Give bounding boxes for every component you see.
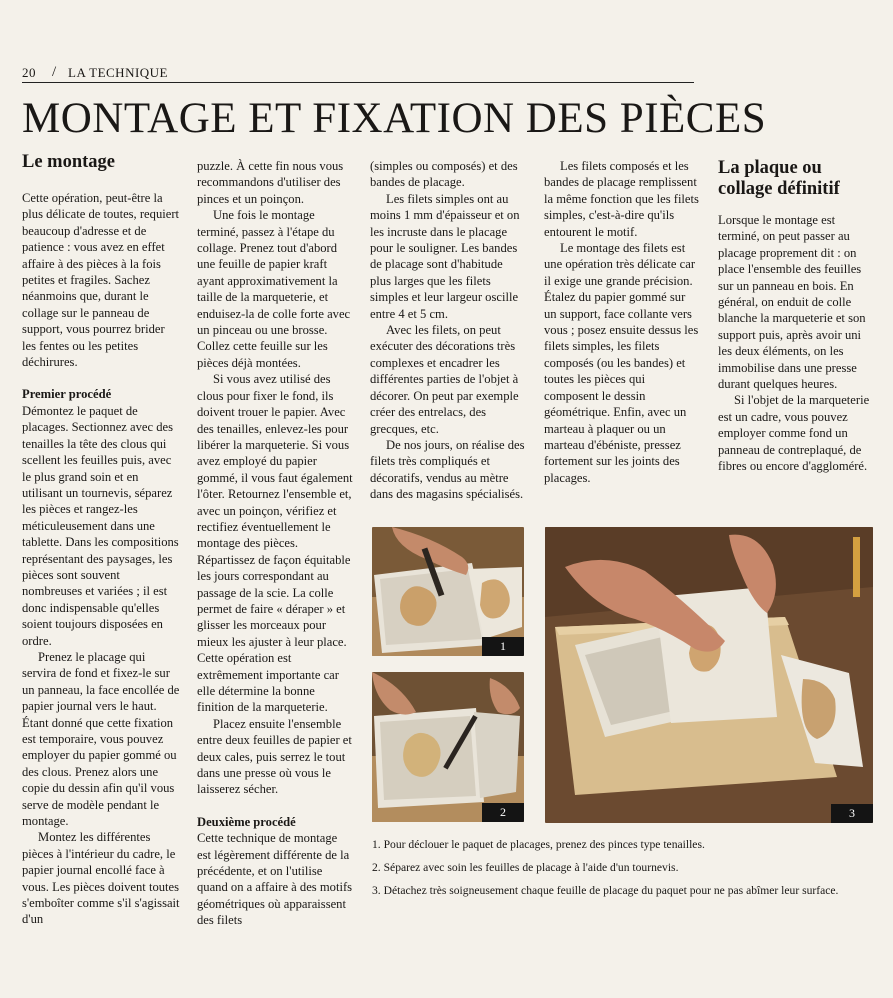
photo-2 <box>372 672 524 822</box>
paragraph: Démontez le paquet de placages. Sectionnez avec des tenailles la tête des clous qui scellent les feuilles puis, avec le plus grand soin et en utilisant un tournevis, séparez les pièces et rangez-les méticuleusement dans une tablette. Dans les compositions représentant des paysages, les pièces sont souvent nombreuses et variées ; il est donc indispensable qu'elles soient toujours disposées en ordre. <box>22 403 179 648</box>
column-4 <box>544 158 700 486</box>
paragraph: (simples ou composés) et des bandes de placage. <box>370 159 518 190</box>
subheading-deuxieme-procede: Deuxième procédé <box>197 814 296 829</box>
page-number: 20 <box>22 65 36 80</box>
column-1 <box>22 152 180 928</box>
page-title: MONTAGE ET FIXATION DES PIÈCES <box>22 95 767 142</box>
photo-3 <box>545 527 873 823</box>
paragraph: Si vous avez utilisé des clous pour fixer le fond, ils doivent trouer le papier. Avec des tenailles, enlevez-les pour libérer la marqueterie. Si vous avez employé du papier gommé, il vous faut également l'ôter. Retournez l'ensemble et, avec un poinçon, vérifiez et rectifiez éventuellement le montage des pièces. Répartissez de façon équitable les jours correspondant au passage de la scie. La colle permet de faire « déraper » et glisser les morceaux pour mieux les ajuster à leur place. Cette opération est extrêmement importante car elle détermine la bonne finition de la marqueterie. <box>197 372 353 715</box>
column-5 <box>718 158 870 475</box>
paragraph: Les filets composés et les bandes de placage remplissent la même fonction que les filets simples, c'est-à-dire qu'ils entourent le motif. <box>544 159 699 239</box>
paragraph: Placez ensuite l'ensemble entre deux feuilles de papier et deux cales, puis serrez le tout dans une presse où vous le laisserez sécher. <box>197 716 352 797</box>
photo-number-badge: 3 <box>831 804 873 823</box>
section-heading-plaque: La plaque ou collage définitif <box>718 158 840 199</box>
photo-1 <box>372 527 524 656</box>
paragraph: Montez les différentes pièces à l'intérieur du cadre, le papier journal encollé face à vous. Les pièces doivent toutes s'emboîter comme s'il s'agissait d'un <box>22 830 180 927</box>
paragraph: Prenez le placage qui servira de fond et fixez-le sur un panneau, la face encollée de papier journal vers le haut. Étant donné que cette fixation est temporaire, vous pouvez employer du papier gommé ou des clous. Prenez alors une copie du dessin afin qu'il vous serve de modèle pendant le montage. <box>22 649 180 829</box>
paragraph: Cette opération, peut-être la plus délicate de toutes, requiert beaucoup d'adresse et de patience : vous avez en effet affaire à des pièces à la fois petites et fragiles. Sachez néanmoins que, durant le collage sur le panneau de support, vous pourrez brider les fentes ou les petites déchirures. <box>22 191 180 370</box>
paragraph: Si l'objet de la marqueterie est un cadre, vous pouvez employer comme fond un panneau de contreplaqué, de fibres ou encore d'aggloméré. <box>718 393 870 474</box>
paragraph: Cette technique de montage est légèrement différente de la précédente, et on l'utilise quand on a affaire à des motifs géométriques où apparaissent des filets <box>197 831 353 928</box>
paragraph: puzzle. À cette fin nous vous recommandons d'utiliser des pinces et un poinçon. <box>197 159 344 206</box>
section-title: LA TECHNIQUE <box>68 65 169 80</box>
section-heading-montage: Le montage <box>22 152 115 172</box>
caption-2: 2. Séparez avec soin les feuilles de placage à l'aide d'un tournevis. <box>372 861 679 874</box>
paragraph: Lorsque le montage est terminé, on peut passer au placage proprement dit : on place l'ensemble des feuilles sur un panneau en bois. En général, on enduit de colle blanche la marqueterie et son support puis, après avoir uni les deux éléments, on les immobilise dans une presse durant quelques heures. <box>718 213 866 392</box>
paragraph: De nos jours, on réalise des filets très compliqués et décoratifs, vendus au mètre dans des magasins spécialisés. <box>370 437 525 502</box>
subheading-premier-procede: Premier procédé <box>22 387 112 402</box>
paragraph: Le montage des filets est une opération très délicate car il exige une grande précision. Étalez du papier gommé sur un support, face collante vers vous ; posez ensuite dessus les filets simples, les filets composés (ou les bandes) et toutes les pièces qui composent le dessin géométrique. Enfin, avec un marteau à plaquer ou un marteau d'ébéniste, pressez fortement sur les joints des placages. <box>544 241 699 485</box>
column-2 <box>197 158 353 929</box>
paragraph: Une fois le montage terminé, passez à l'étape du collage. Prenez tout d'abord une feuille de papier kraft ayant approximativement la taille de la marqueterie, et enduisez-la de colle forte avec un pinceau ou une brosse. Collez cette feuille sur les pièces déjà montées. <box>197 208 351 370</box>
photo-number-badge: 1 <box>482 637 524 656</box>
photo-number-badge: 2 <box>482 803 524 822</box>
column-3 <box>370 158 526 503</box>
paragraph: Les filets simples ont au moins 1 mm d'épaisseur et on les incruste dans le placage pour le souligner. Les bandes de placage sont d'habitude plus larges que les filets simples et leur largeur oscille entre 4 et 5 cm. <box>370 191 520 321</box>
paragraph: Avec les filets, on peut exécuter des décorations très complexes et encadrer les différentes parties de l'objet à décorer. On peut par exemple créer des entrelacs, des grecques, etc. <box>370 323 519 436</box>
photo-captions <box>372 838 872 907</box>
caption-1: 1. Pour déclouer le paquet de placages, prenez des pinces type tenailles. <box>372 838 705 851</box>
caption-3: 3. Détachez très soigneusement chaque feuille de placage du paquet pour ne pas abîmer leur surface. <box>372 884 839 897</box>
header-separator: / <box>52 64 57 80</box>
running-header <box>22 64 694 83</box>
